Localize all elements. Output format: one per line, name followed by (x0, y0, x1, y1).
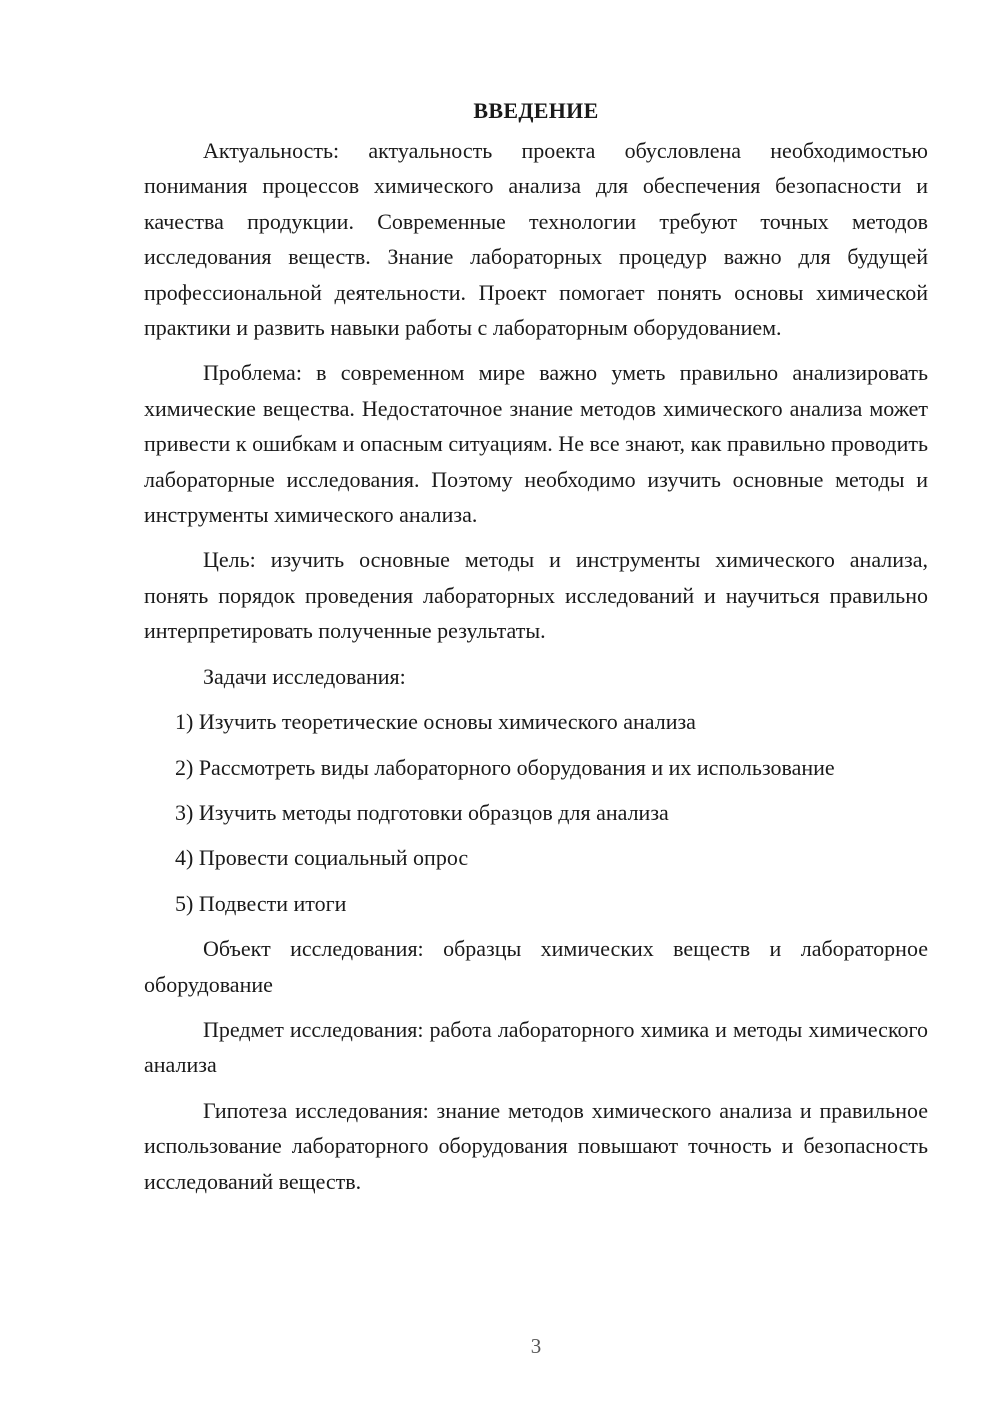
task-list (144, 704, 928, 921)
paragraph-relevance: Актуальность: актуальность проекта обусловлена необходимостью понимания процессов химического анализа для обеспечения безопасности и качества продукции. Современные технологии требуют точных методов исследования веществ. Знание лабораторных процедур важно для будущей профессиональной деятельности. Проект помогает понять основы химической практики и развить навыки работы с лабораторным оборудованием. (144, 138, 928, 341)
paragraph-problem: Проблема: в современном мире важно уметь правильно анализировать химические вещества. Недостаточное знание методов химического анализа может привести к ошибкам и опасным ситуациям. Не все знают, как правильно проводить лабораторные исследования. Поэтому необходимо изучить основные методы и инструменты химического анализа. (144, 360, 928, 528)
list-item: 1) Изучить теоретические основы химического анализа (175, 709, 696, 735)
page-title: ВВЕДЕНИЕ (473, 98, 599, 123)
paragraph-object: Объект исследования: образцы химических веществ и лабораторное оборудование (144, 936, 928, 997)
list-item: 4) Провести социальный опрос (175, 845, 469, 871)
paragraph-subject: Предмет исследования: работа лабораторного химика и методы химического анализа (144, 1016, 928, 1078)
list-item: 3) Изучить методы подготовки образцов для анализа (175, 799, 669, 825)
page-number: 3 (530, 1334, 542, 1358)
list-item: 2) Рассмотреть виды лабораторного оборудования и их использование (175, 754, 835, 780)
tasks-heading: Задачи исследования: (203, 663, 406, 689)
document-body (144, 97, 928, 1209)
paragraph-hypothesis: Гипотеза исследования: знание методов химического анализа и правильное использование лабораторного оборудования повышают точность и безопасность исследований веществ. (144, 1097, 928, 1194)
list-item: 5) Подвести итоги (175, 890, 347, 916)
paragraph-goal: Цель: изучить основные методы и инструменты химического анализа, понять порядок проведения лабораторных исследований и научиться правильно интерпретировать полученные результаты. (144, 547, 928, 644)
